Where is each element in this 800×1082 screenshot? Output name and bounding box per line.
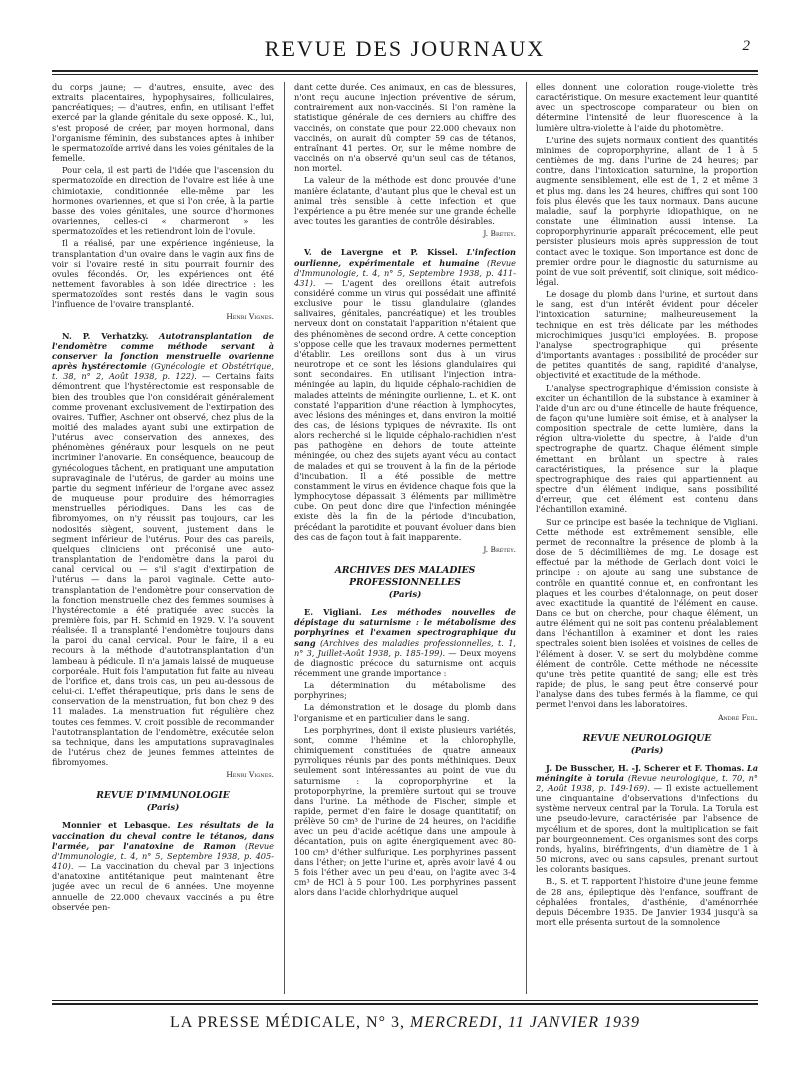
paragraph: L'analyse spectrographique d'émission consiste à exciter un échantillon de la substance à examiner à l'aide d'un arc ou d'une étincelle de haute fréquence, de façon qu'une lumière soit émise, et à analyser la composition spectrale de cette lumière, dans la région ultra-violette du spectre, à l'aide d'un spectrographe de quartz. Chaque élément simple émettant en brûlant un spectre à raies caractéristiques, la présence sur la plaque spectrographique des raies qui appartiennent au spectre d'un élément indique, sans possibilité d'erreur, que cet élément est contenu dans l'échantillon examiné. [536,382,758,515]
column-1 [52,82,274,994]
article-title: Autotransplantation de l'endomètre comme méthode servant à conserver la fonction menstruelle ovarienne après hystérectomie [52,330,274,372]
page-header [52,34,758,66]
article-reference: (Revue neurologique, t. 70, n° 2, Août 1938, p. 149-169). [536,772,758,793]
paragraph: Sur ce principe est basée la technique de Vigliani. Cette méthode est extrêmement sensible, elle permet de reconnaître la présence de plomb à la dose de 5 décimillièmes de mg. Le dosage est effectué par la méthode de Gerlach dont voici le principe : on ajoute au sang une substance de contrôle en quantité connue et, en confrontant les plaques et les courbes d'étalonnage, on peut doser avec exactitude la quantité de l'élément en cause. Dans ce but on cherche, pour chaque élément, un autre élément qui ne soit pas contenu préalablement dans l'échantillon à examiner et dont les raies spectrales soient bien isolées et voisines de celles de l'élément à doser. V. se sert du molybdène comme élément de contrôle. Cette méthode ne nécessite qu'une très petite quantité de sang; elle est très rapide; de plus, le sang peut être conservé pour l'analyse dans des tubes fermés à la flamme, ce qui permet l'envoi dans les laboratoires. [536,516,758,710]
section-heading-archives [294,565,516,601]
article-text: — Il existe actuellement une cinquantaine d'observations d'infections du système nerveux central par la Torula. La Torula est une pseudo-levure, caractérisée par l'absence de mycélium et de spores, dont la multiplication se fait par bourgeonnement. Ces organismes sont des corps ronds, hyalins, biréfringents, d'un diamètre de 1 à 50 microns, avec ou sans capsules, prenant surtout les colorants basiques. [536,783,758,875]
article-reference: (Revue d'Immunologie, t. 4, n° 5, Septembre 1938, p. 405-410). [52,840,274,872]
article-authors: J. De Busscher, H. -J. Scherer et F. Thomas. [546,762,745,773]
section-city: (Paris) [630,745,664,756]
section-heading-immunologie [52,790,274,814]
paragraph: L'urine des sujets normaux contient des quantités minimes de coproporphyrine, allant de 1 à 5 centièmes de mg. dans l'urine de 24 heures; par contre, dans l'intoxication saturnine, la proportion augmente sensiblement, elle est de 1, 2 et même 3 et plus mg. dans les 24 heures, chiffres qui sont 100 fois plus élevés que les taux normaux. Dans aucune maladie, sauf la porphyrie idiopathique, on ne constate une élimination aussi intense. La coproporphyrinurie apparaît précocement, elle peut persister plusieurs mois après suppression de tout contact avec le toxique. Son importance est donc de premier ordre pour le diagnostic du saturnisme au point de vue soit préventif, soit clinique, soit médico-légal. [536,134,758,287]
footer-rule-thin [52,1000,758,1001]
paragraph: dant cette durée. Ces animaux, en cas de blessures, n'ont reçu aucune injection préventive de sérum, contrairement aux non-vaccinés. Si l'on ramène la statistique générale de ces derniers au chiffre des vaccinés, on constate que pour 22.000 chevaux non vaccinés, on aurait dû compter 59 cas de tétanos, entraînant 41 pertes. Or, sur le même nombre de vaccinés on n'a observé qu'un seul cas de tétanos, non mortel. [294,82,516,174]
paragraph: Il a réalisé, par une expérience ingénieuse, la transplantation d'un ovaire dans le vagin aux fins de voir si l'ovaire resté in situ pourrait fournir des ovules fécondés. Or, les expériences ont été nettement favorables à son idée directrice : les spermatozoïdes sont restés dans le vagin sous l'influence de l'ovaire transplanté. [52,238,274,310]
article-vigliani [294,607,516,678]
author-signature: J. Brétey. [483,544,516,554]
author-signature: Henri Vignes. [226,770,274,780]
page-number: 2 [742,38,750,54]
article-authors: Monnier et Lebasque. [62,820,171,831]
article-title: L'infection ourlienne, expérimentale et humaine [294,247,516,268]
header-rule-thin [52,74,758,75]
paragraph: Pour cela, il est parti de l'idée que l'ascension du spermatozoïde en direction de l'ovaire est liée à une chimiotaxie, conditionnée elle-même par les hormones ovariennes, et que si l'on crée, à la partie basse des voies génitales, une source d'hormones ovariennes, celles-ci « charmeront » les spermatozoïdes et les retiendront loin de l'ovule. [52,165,274,237]
column-3 [536,82,758,994]
footer-date: MERCREDI, 11 JANVIER 1939 [409,1014,640,1031]
article-text: — Deux moyens de diagnostic précoce du saturnisme ont acquis récemment une grande importance : [294,647,516,678]
paragraph: du corps jaune; — d'autres, ensuite, avec des extraits placentaires, hypophysaires, folliculaires, pancréatiques; — d'autres, enfin, en utilisant l'effet exercé par la glande génitale du sexe opposé. K., lui, s'est proposé de créer, par moyen hormonal, dans l'organisme féminin, des substances aptes à inhiber le spermatozoïde arrivé dans les voies génitales de la femelle. [52,82,274,164]
article-lavergne [294,247,516,542]
section-heading-neurologique [536,733,758,757]
footer-journal: LA PRESSE MÉDICALE, N° 3, [170,1014,405,1031]
section-title: ARCHIVES DES MALADIES PROFESSIONNELLES [334,565,476,589]
section-city: (Paris) [146,803,180,814]
footer-rule [52,1003,758,1005]
author-signature: J. Brétey. [483,229,516,239]
article-text: — La vaccination du cheval par 3 injections d'anatoxine antitétanique peut maintenant être jugée avec un recul de 6 années. Une moyenne annuelle de 22.000 chevaux vaccinés a pu être observée pen- [52,861,274,912]
article-authors: V. de Lavergne et P. Kissel. [304,247,458,258]
page-footer [52,1014,758,1032]
article-authors: E. Vigliani. [304,607,362,618]
paragraph: La valeur de la méthode est donc prouvée d'une manière éclatante, d'autant plus que le cheval est un animal très sensible à cette infection et que l'expérience a pu être menée sur une grande échelle avec toutes les garanties de contrôle désirables. [294,175,516,227]
journal-page [52,0,758,1082]
article-text: — Certains faits démontrent que l'hystérectomie est responsable de bien des troubles que l'on considérait généralement comme provenant exclusivement de l'extirpation des ovaires. Tuffier, Aschner ont observé, chez plus de la moitié des malades ayant subi une extirpation de l'utérus avec conservation des annexes, des phénomènes généraux pour lesquels on ne peut incriminer l'anovarie. En conséquence, beaucoup de gynécologues tâchent, en pratiquant une amputation supravaginale de l'utérus, de garder au moins une partie du segment inférieur de l'organe avec assez de muqueuse pour produire des hémorragies menstruelles périodiques. Dans les cas de fibromyomes, on n'y réussit pas toujours, car les nodosités siègent, souvent, justement dans le segment inférieur de l'utérus. Pour des cas pareils, quelques cliniciens ont préconisé une auto-transplantation de l'endomètre dans la paroi du canal cervical ou — s'il s'agit d'extirpation de l'utérus — dans la paroi vaginale. Cette auto-transplantation de l'endomètre pour conservation de la fonction menstruelle chez des femmes soumises à l'hystérectomie a été pratiquée avec succès la première fois, par H. Schmid en 1929. V. l'a souvent réalisée. Il a transplanté l'endomètre toujours dans la paroi du canal cervical. Pour le faire, il a eu recours à la méthode d'autotransplantation d'un lambeau à pédicule. Il n'a jamais laissé de muqueuse corporéale. Huit fois l'amputation fut faite au niveau de l'orifice et, dans trois cas, un peu au-dessous de celui-ci. L'effet thérapeutique, pris dans le sens de conservation de la menstruation, fut bon chez 9 des 11 malades. La menstruation fut régulière chez toutes ces femmes. V. croit possible de recommander l'autotransplantation de l'endomètre, exécutée selon sa technique, dans les amputations supravaginales de l'utérus chez de jeunes femmes atteintes de fibromyomes. [52,371,274,768]
article-text: — L'agent des oreillons était autrefois considéré comme un virus qui possédait une affinité exclusive pour le tissu glandulaire (glandes salivaires, génitales, pancréatique) et les troubles nerveux dont on constatait l'apparition n'étaient que des phénomènes de second ordre. A cette conception s'oppose celle que les travaux modernes permettent d'établir. Les oreillons sont dus à un virus neurotrope et ce sont les lésions glandulaires qui sont secondaires. En utilisant l'injection intra-méningée au lapin, du liquide céphalo-rachidien de malades atteints de méningite ourlienne, L. et K. ont constaté l'apparition d'une réaction à lymphocytes, avec lésions des méninges et, dans environ la moitié des cas, de lésions typiques de névraxite. Ils ont alors recherché si le liquide céphalo-rachidien n'est pas pathogène en dehors de toute atteinte méningée, ou chez des sujets ayant vécu au contact de malades et qui se trouvent à la fin de la période d'incubation. Il a été possible de mettre constamment le virus en évidence chaque fois que la lymphocytose dépassait 3 éléments par millimètre cube. On peut donc dire que l'infection méningée existe dès la fin de la période d'incubation, précédant la parotidite et pouvant évoluer dans bien des cas de façon tout à fait inapparente. [294,277,516,542]
header-rule [52,70,758,72]
author-signature: André Feil. [718,712,758,722]
paragraph: La détermination du métabolisme des porphyrines; [294,680,516,701]
article-authors: N. P. Verhatzky. [62,330,149,341]
section-title: REVUE D'IMMUNOLOGIE [96,790,230,802]
paragraph: B., S. et T. rapportent l'histoire d'une jeune femme de 28 ans, épileptique dès l'enfance, souffrant de céphalées frontales, d'asthénie, d'aménorrhée depuis Décembre 1935. De Janvier 1934 jusqu'à sa mort elle présenta surtout de la somnolence [536,876,758,928]
article-reference: (Gynécologie et Obstétrique, t. 38, n° 2, Août 1938, p. 122). [52,361,274,382]
article-de-busscher [536,763,758,875]
article-reference: (Archives des maladies professionnelles, t. 1, n° 3, Juillet-Août 1938, p. 185-199). [294,637,516,658]
paragraph: Les porphyrines, dont il existe plusieurs variétés, sont, comme l'hémine et la chlorophylle, chimiquement constituées de quatre anneaux pyrroliques réunis par des ponts méthiniques. Deux seulement sont intéressantes au point de vue du saturnisme : la coproporphyrine et la protoporphyrine, la première surtout qui se trouve dans l'urine. La méthode de Fischer, simple et rapide, permet d'en faire le dosage quantitatif; on prélève 50 cm³ de l'urine de 24 heures, on l'acidifie avec un peu d'acide acétique dans une ampoule à décantation, puis on agite énergiquement avec 80-100 cm³ d'éther sulfurique. Les porphyrines passent dans l'éther; on jette l'urine et, après avoir lavé 4 ou 5 fois l'éther avec un peu d'eau, on l'agite avec 3-4 cm³ de HCl à 5 pour 100. Les porphyrines passent alors dans l'acide chlorhydrique auquel [294,724,516,898]
article-title: Les résultats de la vaccination du cheval contre le tétanos, dans l'armée, par l'anatoxine de Ramon [52,820,274,851]
column-divider [526,82,527,994]
running-title: REVUE DES JOURNAUX [264,36,546,61]
author-signature: Henri Vignes. [226,312,274,322]
article-title: Les méthodes nouvelles de dépistage du saturnisme : le métabolisme des porphyrines et l'examen spectrographique du sang [294,607,516,648]
column-divider [284,82,285,994]
article-title: La méningite à torula [536,762,758,783]
article-verhatzky [52,331,274,768]
paragraph: elles donnent une coloration rouge-violette très caractéristique. On mesure exactement leur quantité avec un spectroscope comparateur ou bien on détermine l'intensité de leur fluorescence à la lumière ultra-violette à l'aide du photomètre. [536,82,758,133]
section-title: REVUE NEUROLOGIQUE [582,732,712,744]
article-reference: (Revue d'Immunologie, t. 4, n° 5, Septembre 1938, p. 411-431). [294,257,516,288]
section-city: (Paris) [388,590,422,601]
column-2 [294,82,516,994]
paragraph: Le dosage du plomb dans l'urine, et surtout dans le sang, est d'un intérêt évident pour déceler l'intoxication saturnine; malheureusement la technique en est très délicate par les méthodes microchimiques jusqu'ici employées. B. propose l'analyse spectrographique qui présente d'importants avantages : possibilité de procéder sur de petites quantités de sang, rapidité d'analyse, objectivité et exactitude de la méthode. [536,289,758,381]
article-monnier [52,820,274,911]
paragraph: La démonstration et le dosage du plomb dans l'organisme et en particulier dans le sang. [294,702,516,723]
